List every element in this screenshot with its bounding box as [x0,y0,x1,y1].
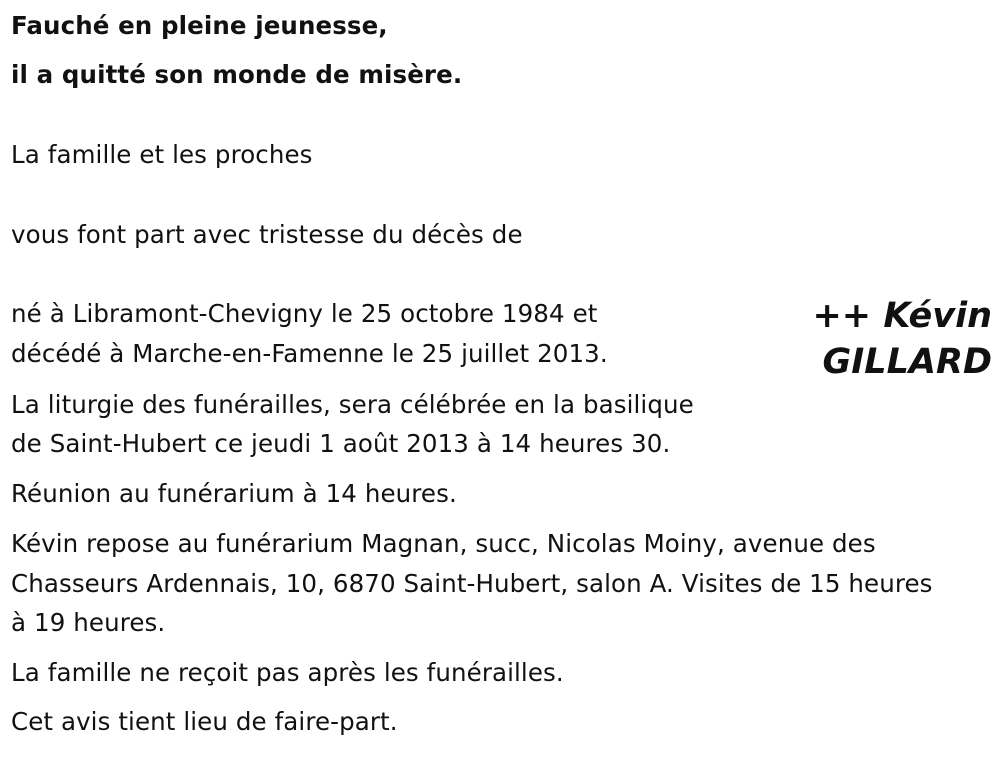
announcement-intro: vous font part avec tristesse du décès de [11,220,523,249]
family-line: La famille et les proches [11,140,313,169]
liturgy-line-1: La liturgie des funérailles, sera célébrée en la basilique [11,390,694,419]
visitation-line-3: à 19 heures. [11,608,166,637]
liturgy-line-2: de Saint-Hubert ce jeudi 1 août 2013 à 14 heures 30. [11,429,671,458]
visitation-line-2: Chasseurs Ardennais, 10, 6870 Saint-Hubert, salon A. Visites de 15 heures [11,569,933,598]
deceased-name [812,293,992,385]
meeting-line: Réunion au funérarium à 14 heures. [11,479,457,508]
epigraph-line-1: Fauché en pleine jeunesse, [11,11,388,40]
birth-line: né à Libramont-Chevigny le 25 octobre 1984 et [11,299,598,328]
reception-line: La famille ne reçoit pas après les funérailles. [11,658,564,687]
epigraph-line-2: il a quitté son monde de misère. [11,60,463,89]
deceased-name-line-2: GILLARD [822,342,992,382]
faire-part-line: Cet avis tient lieu de faire-part. [11,707,398,736]
visitation-line-1: Kévin repose au funérarium Magnan, succ, Nicolas Moiny, avenue des [11,529,876,558]
deceased-name-line-1: ++ Kévin [812,296,992,336]
death-line: décédé à Marche-en-Famenne le 25 juillet 2013. [11,339,608,368]
